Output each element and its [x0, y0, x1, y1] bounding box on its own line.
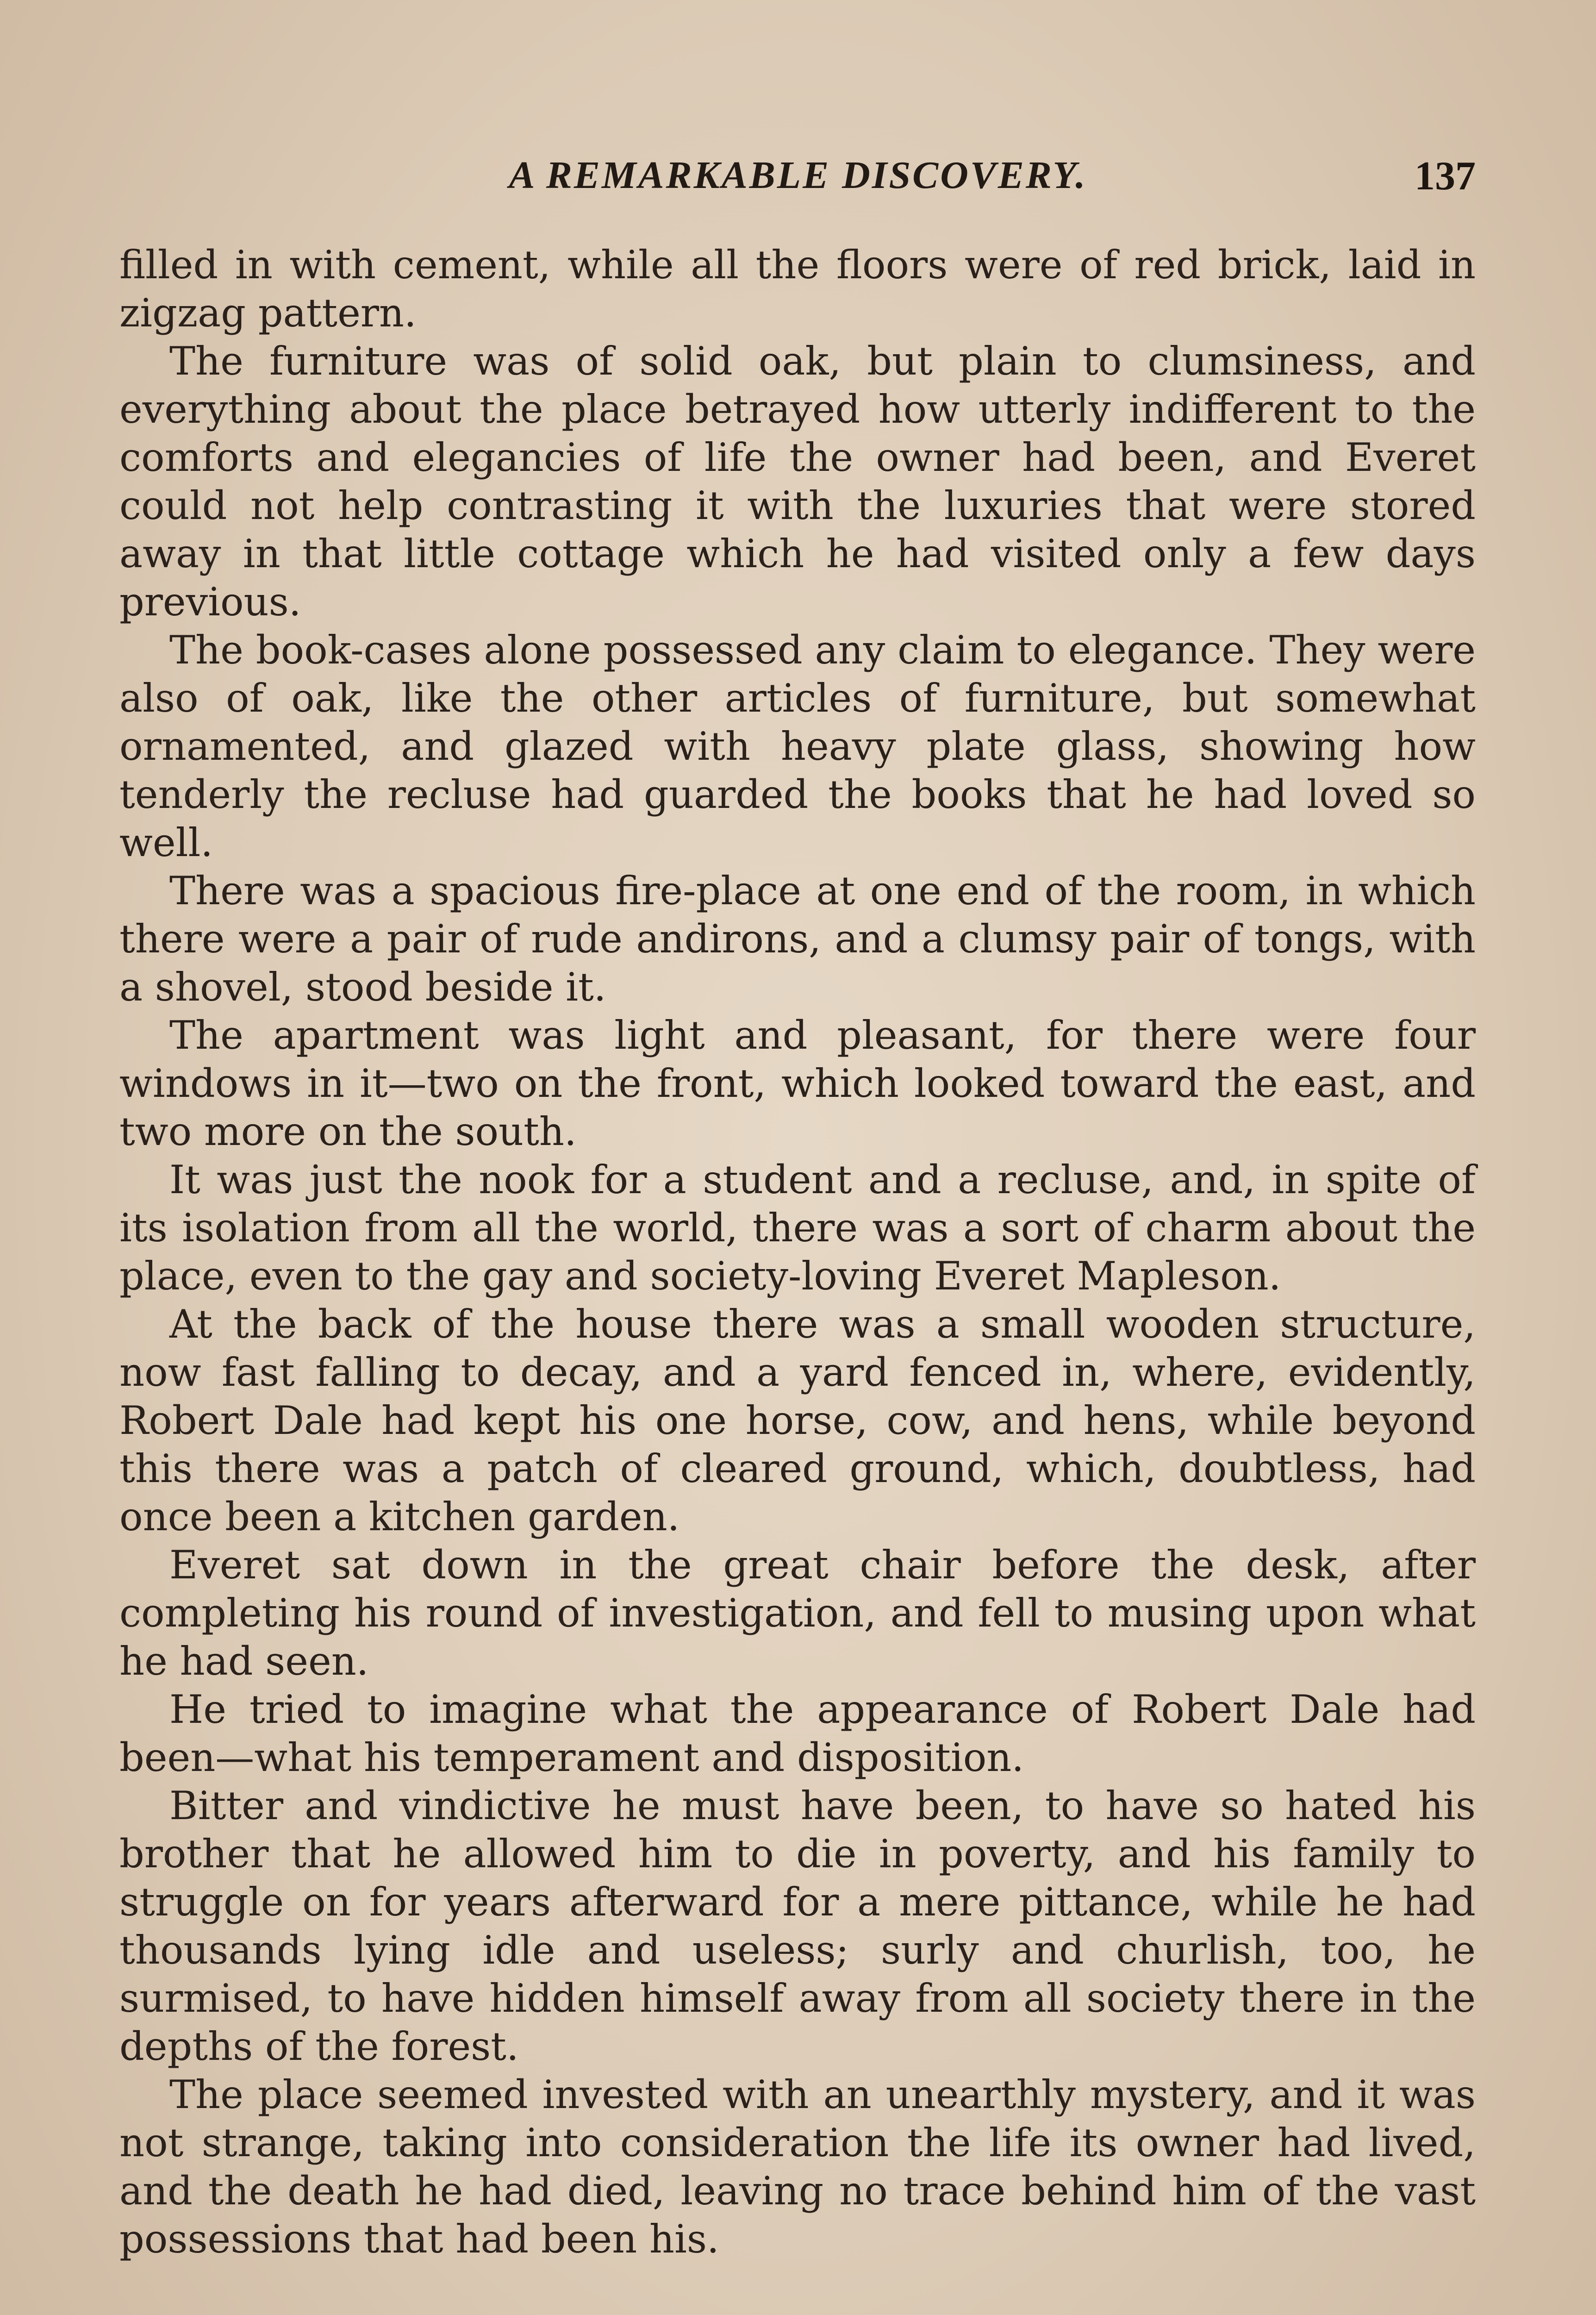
- page-number: 137: [1415, 154, 1476, 199]
- paragraph: Bitter and vindictive he must have been, to have so hated his brother that he allowed him to die in poverty, and his family to struggle on for years afterward for a mere pittance, while he had thousands lying idle and useless; surly and churlish, too, he surmised, to have hidden himself away from all society there in the depths of the forest.: [119, 1783, 1476, 2069]
- paragraph: The furniture was of solid oak, but plain to clumsiness, and everything about the place betrayed how utterly indifferent to the comforts and elegancies of life the owner had been, and Everet could not help contrasting it with the luxuries that were stored away in that little cottage which he had visited only a few days previous.: [119, 338, 1476, 625]
- paragraph: There was a spacious fire-place at one end of the room, in which there were a pair of rude andirons, and a clumsy pair of tongs, with a shovel, stood beside it.: [119, 868, 1476, 1010]
- paragraph: The book-cases alone possessed any claim to elegance. They were also of oak, like the other articles of furniture, but somewhat ornamented, and glazed with heavy plate glass, showing how tenderly the recluse had guarded the books that he had loved so well.: [119, 627, 1476, 865]
- paragraph: At the back of the house there was a small wooden structure, now fast falling to decay, and a yard fenced in, where, evidently, Robert Dale had kept his one horse, cow, and hens, while beyond this there was a patch of cleared ground, which, doubtless, had once been a kitchen garden.: [119, 1301, 1476, 1539]
- paragraph: The place seemed invested with an unearthly mystery, and it was not strange, taking into consideration the life its owner had lived, and the death he had died, leaving no trace behind him of the vast possessions that had been his.: [119, 2072, 1476, 2262]
- paragraph: Everet sat down in the great chair before the desk, after completing his round of investigation, and fell to musing upon what he had seen.: [119, 1542, 1476, 1684]
- paragraph: He tried to imagine what the appearance of Robert Dale had been—what his temperament and disposition.: [119, 1687, 1476, 1780]
- paragraph: It was just the nook for a student and a recluse, and, in spite of its isolation from all the world, there was a sort of charm about the place, even to the gay and society-loving Everet Mapleson.: [119, 1157, 1476, 1299]
- paragraph: The apartment was light and pleasant, for there were four windows in it—two on the front, which looked toward the east, and two more on the south.: [119, 1013, 1476, 1154]
- paragraph: filled in with cement, while all the floors were of red brick, laid in zigzag pattern.: [119, 242, 1476, 336]
- text-body: [119, 241, 1476, 2263]
- page-header: [120, 153, 1476, 213]
- running-title: A REMARKABLE DISCOVERY.: [509, 154, 1087, 197]
